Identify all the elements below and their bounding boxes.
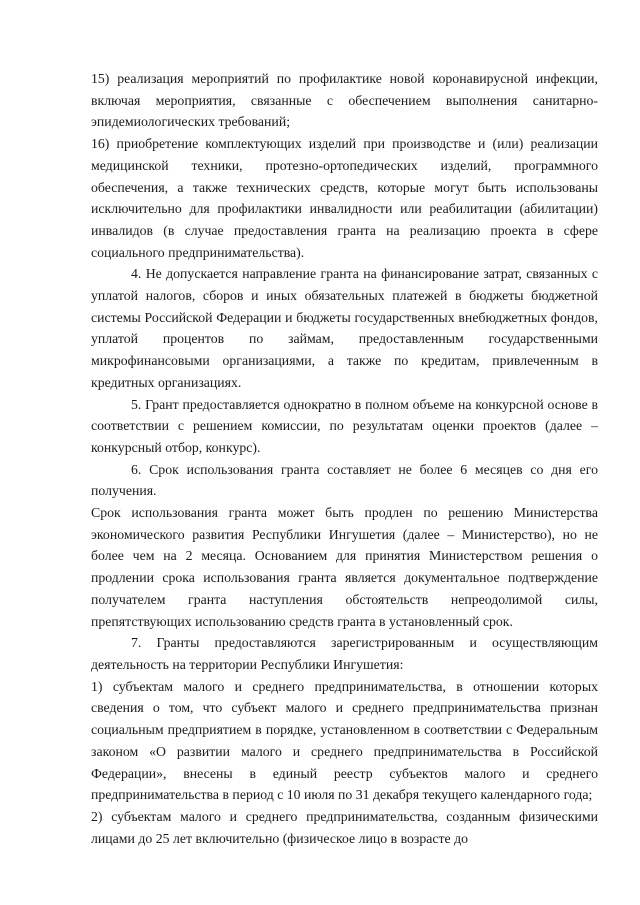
clause-7-item-1: 1) субъектам малого и среднего предпринимательства, в отношении которых сведения о том, что субъект малого и среднего предпринимательства признан социальным предприятием в порядке, установленном в соответствии с Федеральным законом «О развитии малого и среднего предпринимательства в Российской Федерации», внесены в единый реестр субъектов малого и среднего предпринимательства в период с 10 июля по 31 декабря текущего календарного года; [91, 678, 598, 803]
clause-6: 6. Срок использования гранта составляет не более 6 месяцев со дня его получения. [91, 461, 598, 499]
clause-5: 5. Грант предоставляется однократно в полном объеме на конкурсной основе в соответствии с решением комиссии, по результатам оценки проектов (далее – конкурсный отбор, конкурс). [91, 396, 598, 455]
clause-7: 7. Гранты предоставляются зарегистрированным и осуществляющим деятельность на территории Республики Ингушетия: [91, 635, 598, 672]
clause-6-extension: Срок использования гранта может быть продлен по решению Министерства экономического развития Республики Ингушетия (далее – Министерство), но не более чем на 2 месяца. Основанием для принятия Министерством решения о продлении срока использования гранта является документальное подтверждение получателем гранта наступления обстоятельств непреодолимой силы, препятствующих использованию средств гранта в установленный срок. [91, 505, 598, 629]
list-item-16: 16) приобретение комплектующих изделий при производстве и (или) реализации медицинской техники, протезно-ортопедических изделий, программного обеспечения, а также технических средств, которые могут быть использованы исключительно для профилактики инвалидности или реабилитации (абилитации) инвалидов (в случае предоставления гранта на реализацию проекта в сфере социального предпринимательства). [91, 136, 598, 260]
clause-7-item-2: 2) субъектам малого и среднего предпринимательства, созданным физическими лицами до 25 лет включительно (физическое лицо в возрасте до [91, 808, 598, 846]
clause-4: 4. Не допускается направление гранта на финансирование затрат, связанных с уплатой налогов, сборов и иных обязательных платежей в бюджеты бюджетной системы Российской Федерации и бюджеты государственных внебюджетных фондов, уплатой процентов по займам, предоставленным государственными микрофинансовыми организациями, а также по кредитам, привлеченным в кредитных организациях. [91, 266, 598, 390]
document-body [91, 68, 598, 849]
list-item-15: 15) реализация мероприятий по профилактике новой коронавирусной инфекции, включая мероприятия, связанные с обеспечением выполнения санитарно-эпидемиологических требований; [91, 71, 598, 130]
